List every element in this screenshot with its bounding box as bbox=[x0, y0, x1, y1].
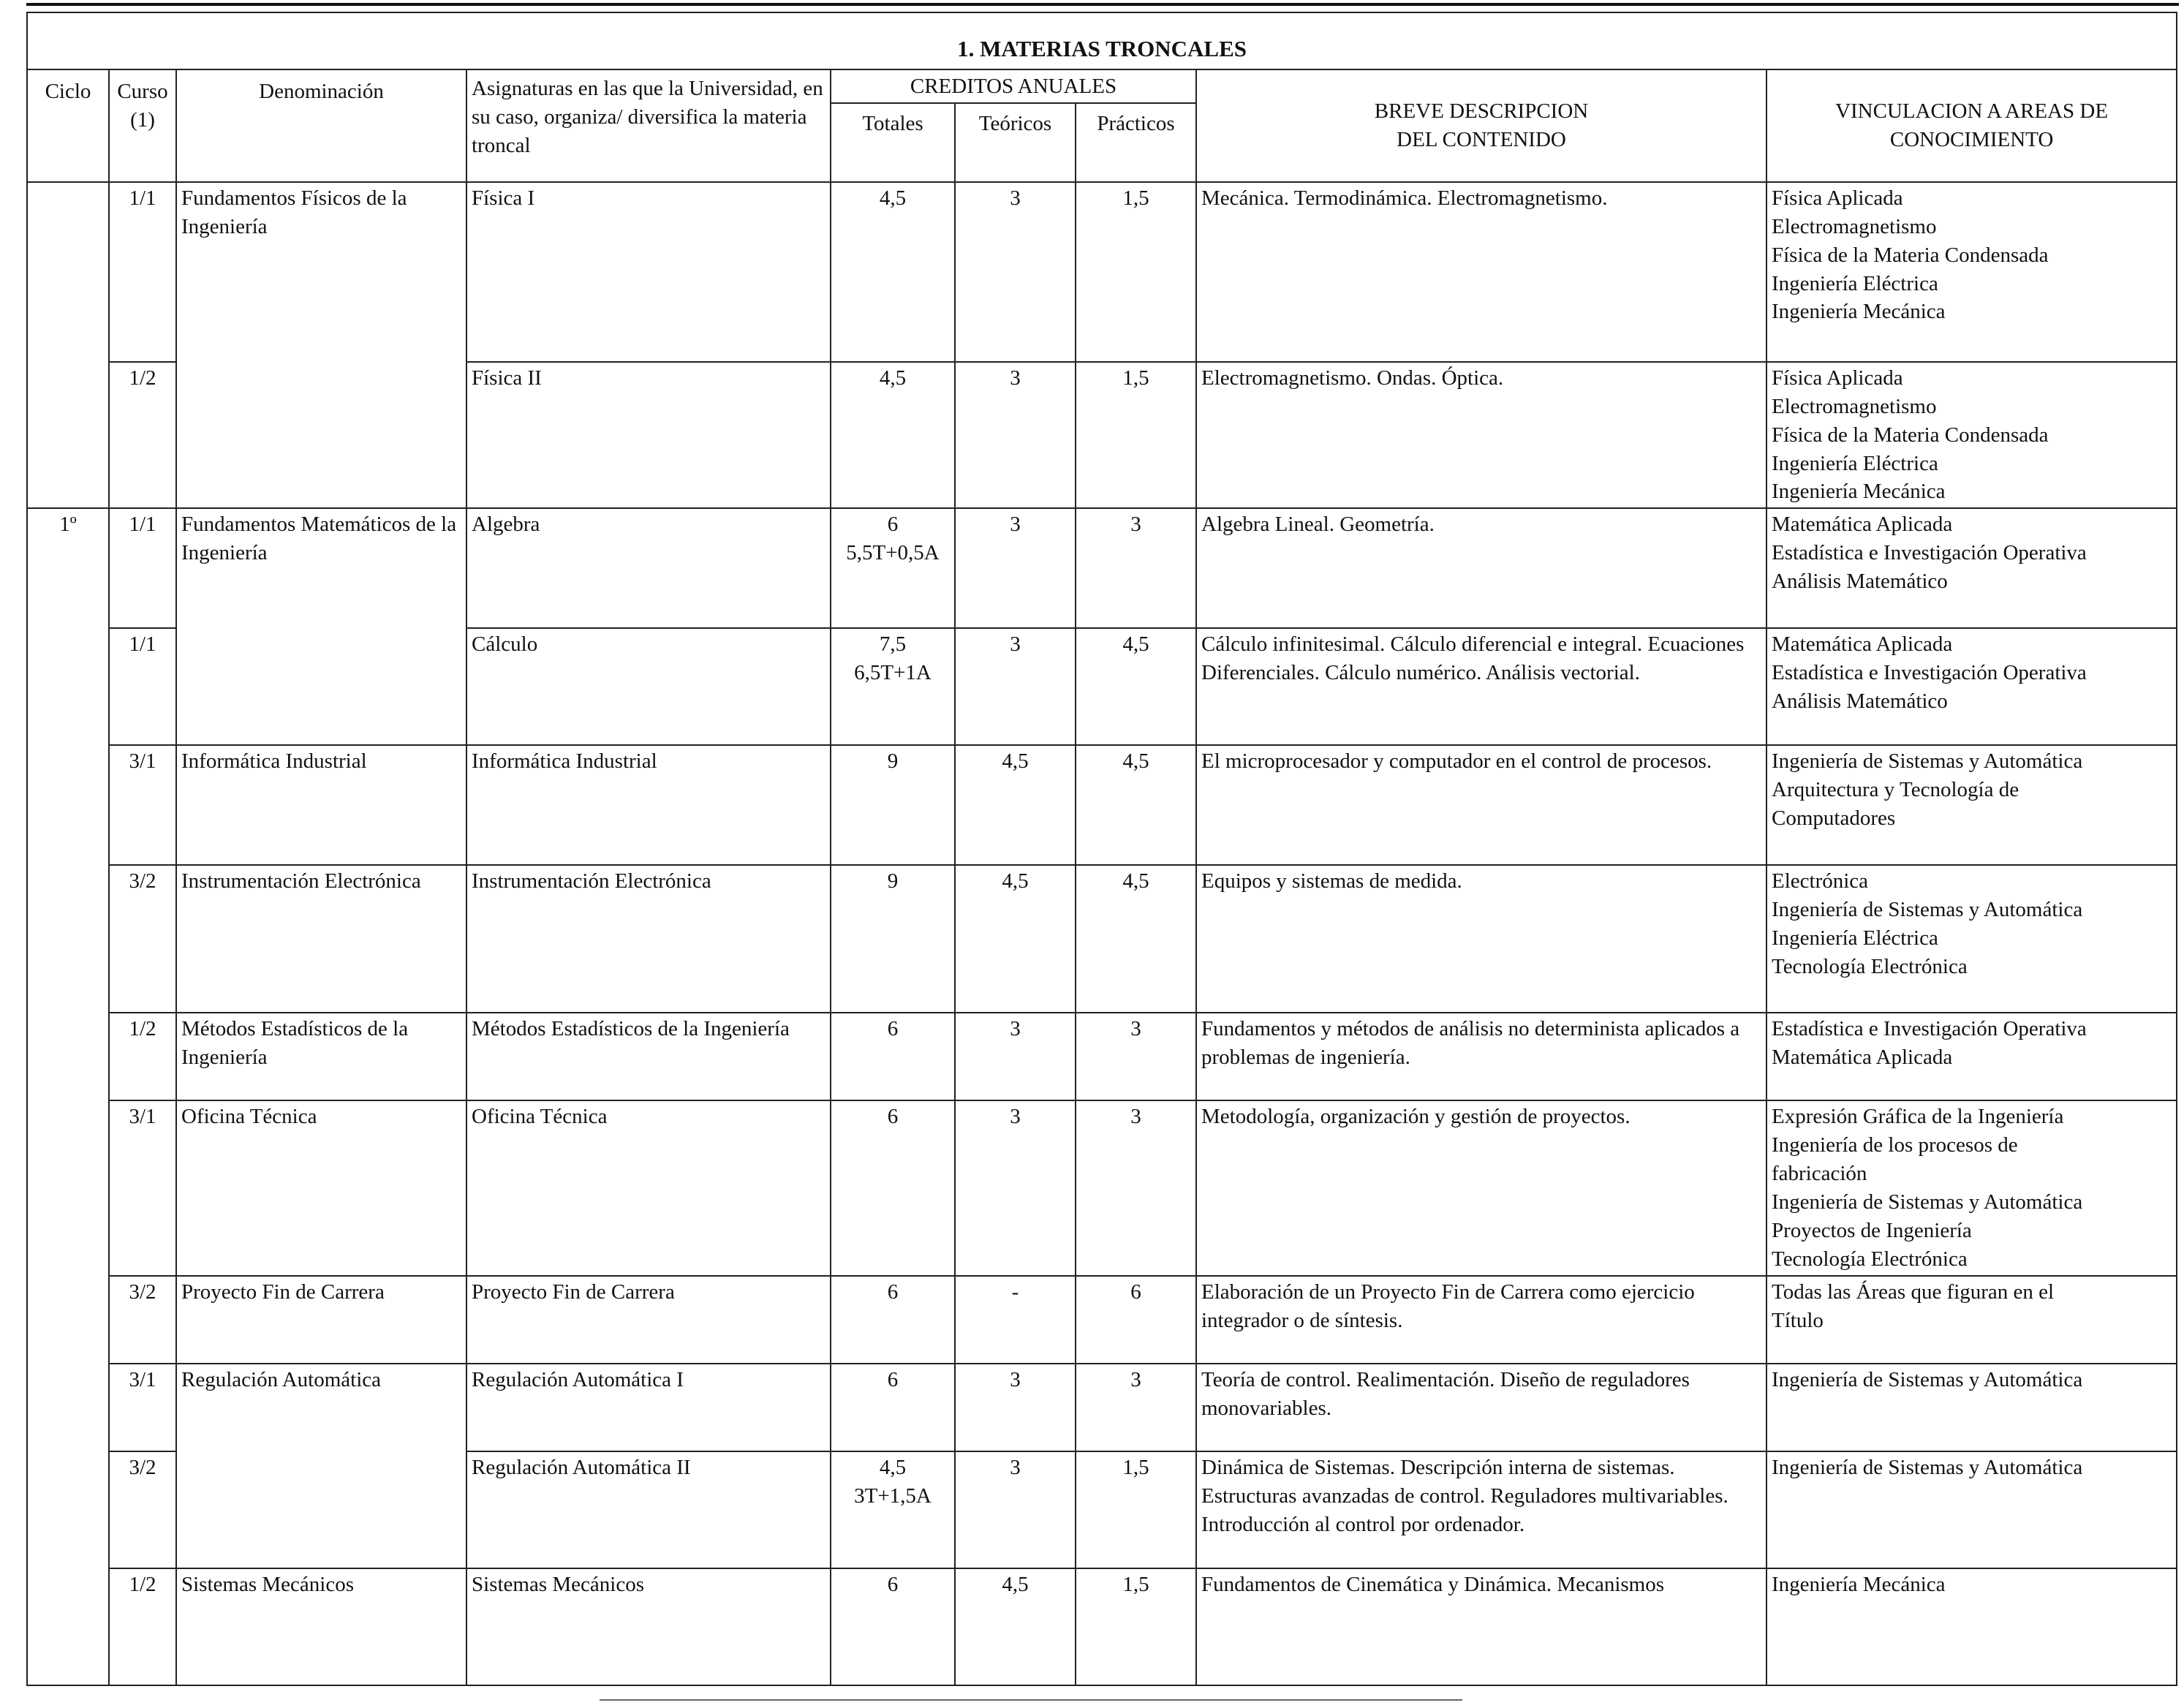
table-row bbox=[27, 745, 2177, 865]
areas-cell: Todas las Áreas que figuran en el Título bbox=[1767, 1276, 2177, 1364]
teoricos-cell: 3 bbox=[955, 1451, 1076, 1568]
table-title: 1. MATERIAS TRONCALES bbox=[27, 12, 2177, 69]
totales-cell: 9 bbox=[831, 865, 955, 1013]
teoricos-cell: 3 bbox=[955, 1013, 1076, 1100]
asignatura-cell: Física II bbox=[466, 362, 831, 508]
areas-cell: Ingeniería de Sistemas y Automática bbox=[1767, 1364, 2177, 1451]
totales-cell: 7,5 6,5T+1A bbox=[831, 628, 955, 745]
teoricos-cell: 3 bbox=[955, 1364, 1076, 1451]
teoricos-cell: 3 bbox=[955, 1100, 1076, 1276]
asignatura-cell: Sistemas Mecánicos bbox=[466, 1568, 831, 1685]
totales-cell: 6 bbox=[831, 1013, 955, 1100]
asignatura-cell: Física I bbox=[466, 182, 831, 362]
totales-cell: 6 bbox=[831, 1276, 955, 1364]
descripcion-cell: Equipos y sistemas de medida. bbox=[1196, 865, 1767, 1013]
denominacion-cell: Métodos Estadísticos de la Ingeniería bbox=[176, 1013, 466, 1100]
practicos-cell: 1,5 bbox=[1076, 1568, 1196, 1685]
curso-cell: 3/2 bbox=[109, 1276, 176, 1364]
descripcion-cell: Algebra Lineal. Geometría. bbox=[1196, 508, 1767, 628]
practicos-cell: 4,5 bbox=[1076, 865, 1196, 1013]
bottom-rule bbox=[600, 1699, 1462, 1701]
areas-cell: Física Aplicada Electromagnetismo Física de la Materia Condensada Ingeniería Eléctrica Ingeniería Mecánica bbox=[1767, 182, 2177, 362]
asignatura-cell: Proyecto Fin de Carrera bbox=[466, 1276, 831, 1364]
teoricos-cell: - bbox=[955, 1276, 1076, 1364]
table-row bbox=[27, 865, 2177, 1013]
areas-cell: Expresión Gráfica de la Ingeniería Ingeniería de los procesos de fabricación Ingeniería de Sistemas y Automática Proyectos de Ingeniería Tecnología Electrónica bbox=[1767, 1100, 2177, 1276]
top-rule bbox=[26, 3, 2179, 6]
asignatura-cell: Oficina Técnica bbox=[466, 1100, 831, 1276]
asignatura-cell: Instrumentación Electrónica bbox=[466, 865, 831, 1013]
table-row bbox=[27, 1276, 2177, 1364]
teoricos-cell: 4,5 bbox=[955, 865, 1076, 1013]
table-row bbox=[27, 1013, 2177, 1100]
denominacion-cell: Informática Industrial bbox=[176, 745, 466, 865]
curso-cell: 3/1 bbox=[109, 1364, 176, 1451]
areas-cell: Física Aplicada Electromagnetismo Física de la Materia Condensada Ingeniería Eléctrica Ingeniería Mecánica bbox=[1767, 362, 2177, 508]
totales-cell: 9 bbox=[831, 745, 955, 865]
denominacion-cell: Proyecto Fin de Carrera bbox=[176, 1276, 466, 1364]
denominacion-cell: Instrumentación Electrónica bbox=[176, 865, 466, 1013]
practicos-cell: 4,5 bbox=[1076, 628, 1196, 745]
asignatura-cell: Métodos Estadísticos de la Ingeniería bbox=[466, 1013, 831, 1100]
header-ciclo: Ciclo bbox=[27, 69, 109, 182]
totales-cell: 6 bbox=[831, 1568, 955, 1685]
teoricos-cell: 4,5 bbox=[955, 745, 1076, 865]
descripcion-cell: Teoría de control. Realimentación. Diseño de reguladores monovariables. bbox=[1196, 1364, 1767, 1451]
denominacion-cell: Oficina Técnica bbox=[176, 1100, 466, 1276]
practicos-cell: 6 bbox=[1076, 1276, 1196, 1364]
table-row bbox=[27, 1364, 2177, 1451]
practicos-cell: 4,5 bbox=[1076, 745, 1196, 865]
table-row bbox=[27, 1100, 2177, 1276]
practicos-cell: 3 bbox=[1076, 1100, 1196, 1276]
ciclo-cell-blank bbox=[27, 182, 109, 508]
header-vinculacion: VINCULACION A AREAS DE CONOCIMIENTO bbox=[1767, 69, 2177, 182]
curso-cell: 3/1 bbox=[109, 745, 176, 865]
practicos-cell: 3 bbox=[1076, 1013, 1196, 1100]
descripcion-cell: El microprocesador y computador en el control de procesos. bbox=[1196, 745, 1767, 865]
teoricos-cell: 3 bbox=[955, 182, 1076, 362]
descripcion-cell: Fundamentos de Cinemática y Dinámica. Mecanismos bbox=[1196, 1568, 1767, 1685]
totales-cell: 6 bbox=[831, 1100, 955, 1276]
teoricos-cell: 3 bbox=[955, 362, 1076, 508]
curso-cell: 1/2 bbox=[109, 362, 176, 508]
table-row bbox=[27, 182, 2177, 362]
teoricos-cell: 3 bbox=[955, 508, 1076, 628]
descripcion-cell: Dinámica de Sistemas. Descripción interna de sistemas. Estructuras avanzadas de control. Reguladores multivariables. Introducción al control por ordenador. bbox=[1196, 1451, 1767, 1568]
teoricos-cell: 3 bbox=[955, 628, 1076, 745]
header-practicos: Prácticos bbox=[1076, 103, 1196, 182]
totales-cell: 4,5 bbox=[831, 182, 955, 362]
curso-cell: 1/1 bbox=[109, 182, 176, 362]
practicos-cell: 3 bbox=[1076, 1364, 1196, 1451]
curso-cell: 1/1 bbox=[109, 508, 176, 628]
curso-cell: 1/2 bbox=[109, 1568, 176, 1685]
header-creditos-anuales: CREDITOS ANUALES bbox=[831, 69, 1196, 103]
table-row bbox=[27, 1568, 2177, 1685]
areas-cell: Matemática Aplicada Estadística e Investigación Operativa Análisis Matemático bbox=[1767, 628, 2177, 745]
asignatura-cell: Cálculo bbox=[466, 628, 831, 745]
totales-cell: 4,5 3T+1,5A bbox=[831, 1451, 955, 1568]
ciclo-cell: 1º bbox=[27, 508, 109, 1685]
practicos-cell: 1,5 bbox=[1076, 362, 1196, 508]
practicos-cell: 3 bbox=[1076, 508, 1196, 628]
descripcion-cell: Fundamentos y métodos de análisis no determinista aplicados a problemas de ingeniería. bbox=[1196, 1013, 1767, 1100]
asignatura-cell: Regulación Automática II bbox=[466, 1451, 831, 1568]
totales-cell: 4,5 bbox=[831, 362, 955, 508]
descripcion-cell: Cálculo infinitesimal. Cálculo diferencial e integral. Ecuaciones Diferenciales. Cálculo numérico. Análisis vectorial. bbox=[1196, 628, 1767, 745]
table-row bbox=[27, 508, 2177, 628]
descripcion-cell: Electromagnetismo. Ondas. Óptica. bbox=[1196, 362, 1767, 508]
teoricos-cell: 4,5 bbox=[955, 1568, 1076, 1685]
header-teoricos: Teóricos bbox=[955, 103, 1076, 182]
areas-cell: Estadística e Investigación Operativa Matemática Aplicada bbox=[1767, 1013, 2177, 1100]
denominacion-cell: Regulación Automática bbox=[176, 1364, 466, 1568]
descripcion-cell: Elaboración de un Proyecto Fin de Carrera como ejercicio integrador o de síntesis. bbox=[1196, 1276, 1767, 1364]
curso-cell: 1/2 bbox=[109, 1013, 176, 1100]
areas-cell: Matemática Aplicada Estadística e Investigación Operativa Análisis Matemático bbox=[1767, 508, 2177, 628]
header-totales: Totales bbox=[831, 103, 955, 182]
materias-troncales-table bbox=[26, 12, 2177, 1686]
curso-cell: 3/2 bbox=[109, 1451, 176, 1568]
denominacion-cell: Sistemas Mecánicos bbox=[176, 1568, 466, 1685]
asignatura-cell: Regulación Automática I bbox=[466, 1364, 831, 1451]
curso-cell: 3/1 bbox=[109, 1100, 176, 1276]
curso-cell: 3/2 bbox=[109, 865, 176, 1013]
areas-cell: Ingeniería Mecánica bbox=[1767, 1568, 2177, 1685]
areas-cell: Ingeniería de Sistemas y Automática bbox=[1767, 1451, 2177, 1568]
totales-cell: 6 5,5T+0,5A bbox=[831, 508, 955, 628]
denominacion-cell: Fundamentos Físicos de la Ingeniería bbox=[176, 182, 466, 508]
header-descripcion: BREVE DESCRIPCION DEL CONTENIDO bbox=[1196, 69, 1767, 182]
asignatura-cell: Informática Industrial bbox=[466, 745, 831, 865]
descripcion-cell: Metodología, organización y gestión de proyectos. bbox=[1196, 1100, 1767, 1276]
areas-cell: Ingeniería de Sistemas y Automática Arquitectura y Tecnología de Computadores bbox=[1767, 745, 2177, 865]
denominacion-cell: Fundamentos Matemáticos de la Ingeniería bbox=[176, 508, 466, 745]
asignatura-cell: Algebra bbox=[466, 508, 831, 628]
areas-cell: Electrónica Ingeniería de Sistemas y Automática Ingeniería Eléctrica Tecnología Electrónica bbox=[1767, 865, 2177, 1013]
header-curso: Curso (1) bbox=[109, 69, 176, 182]
descripcion-cell: Mecánica. Termodinámica. Electromagnetismo. bbox=[1196, 182, 1767, 362]
practicos-cell: 1,5 bbox=[1076, 1451, 1196, 1568]
curso-cell: 1/1 bbox=[109, 628, 176, 745]
header-denominacion: Denominación bbox=[176, 69, 466, 182]
practicos-cell: 1,5 bbox=[1076, 182, 1196, 362]
header-asignaturas: Asignaturas en las que la Universidad, en su caso, organiza/ diversifica la materia troncal bbox=[466, 69, 831, 182]
totales-cell: 6 bbox=[831, 1364, 955, 1451]
